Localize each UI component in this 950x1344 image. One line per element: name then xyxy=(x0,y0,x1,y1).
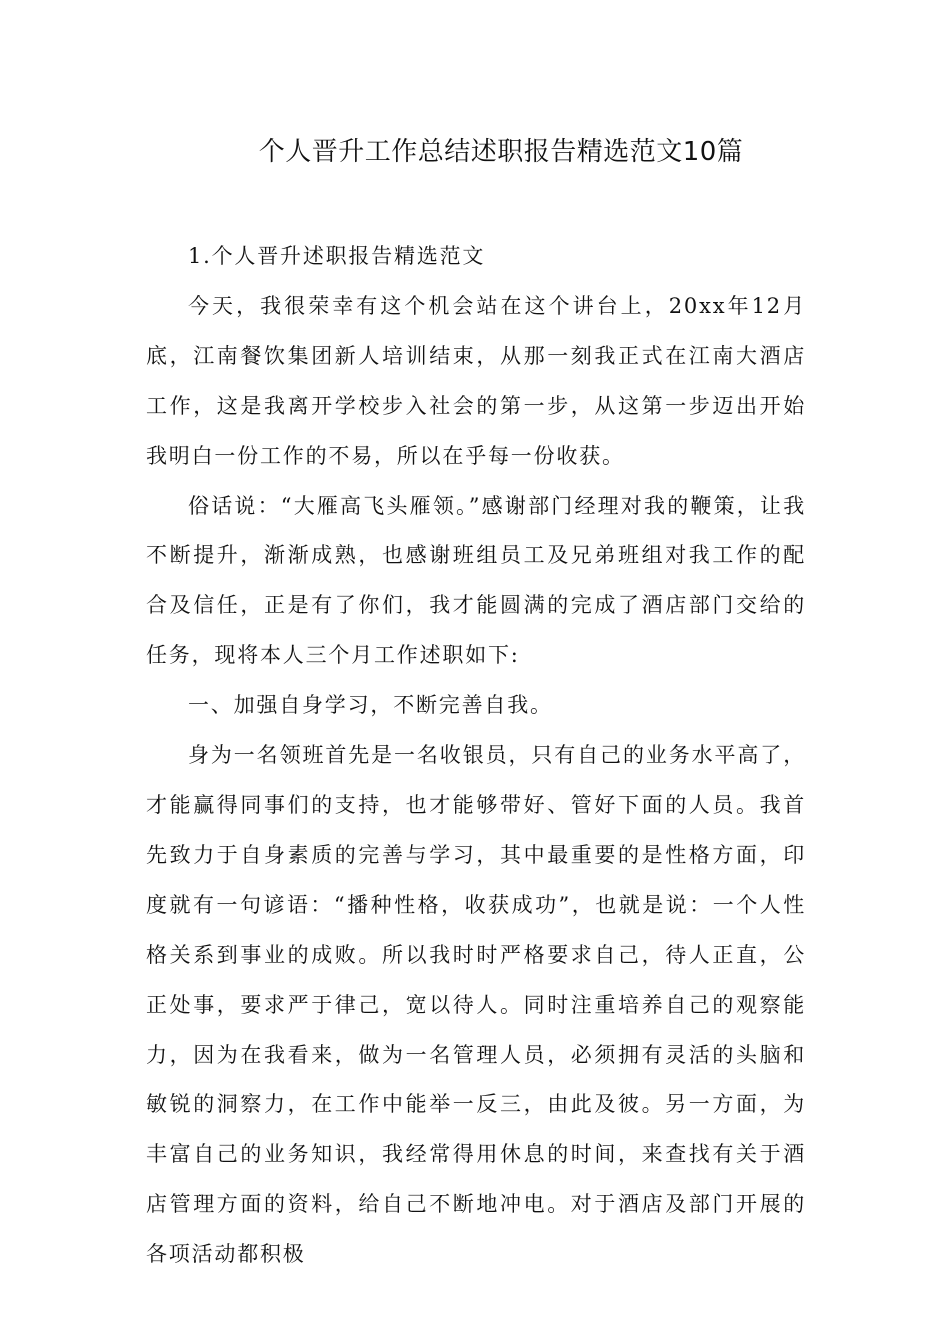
paragraph: 身为一名领班首先是一名收银员，只有自己的业务水平高了，才能赢得同事们的支持，也才能够带好、管好下面的人员。我首先致力于自身素质的完善与学习，其中最重要的是性格方面，印度就有一句谚语：“播种性格，收获成功”，也就是说：一个人性格关系到事业的成败。所以我时时严格要求自己，待人正直，公正处事，要求严于律己，宽以待人。同时注重培养自己的观察能力，因为在我看来，做为一名管理人员，必须拥有灵活的头脑和敏锐的洞察力，在工作中能举一反三，由此及彼。另一方面，为丰富自己的业务知识，我经常得用休息的时间，来查找有关于酒店管理方面的资料，给自己不断地冲电。对于酒店及部门开展的各项活动都积极 xyxy=(146,743,806,1267)
section-heading: 1.个人晋升述职报告精选范文 xyxy=(188,244,486,268)
document-title: 个人晋升工作总结述职报告精选范文10篇 xyxy=(258,137,744,167)
paragraph: 俗话说：“大雁高飞头雁领。”感谢部门经理对我的鞭策，让我不断提升，渐渐成熟，也感谢班组员工及兄弟班组对我工作的配合及信任，正是有了你们，我才能圆满的完成了酒店部门交给的任务，现将本人三个月工作述职如下: xyxy=(146,493,806,668)
subsection-heading: 一、加强自身学习，不断完善自我。 xyxy=(188,693,553,718)
paragraph: 今天，我很荣幸有这个机会站在这个讲台上，20xx年12月底，江南餐饮集团新人培训结束，从那一刻我正式在江南大酒店工作，这是我离开学校步入社会的第一步，从这第一步迈出开始我明白一份工作的不易，所以在乎每一份收获。 xyxy=(146,293,806,468)
document-body xyxy=(146,232,806,1280)
